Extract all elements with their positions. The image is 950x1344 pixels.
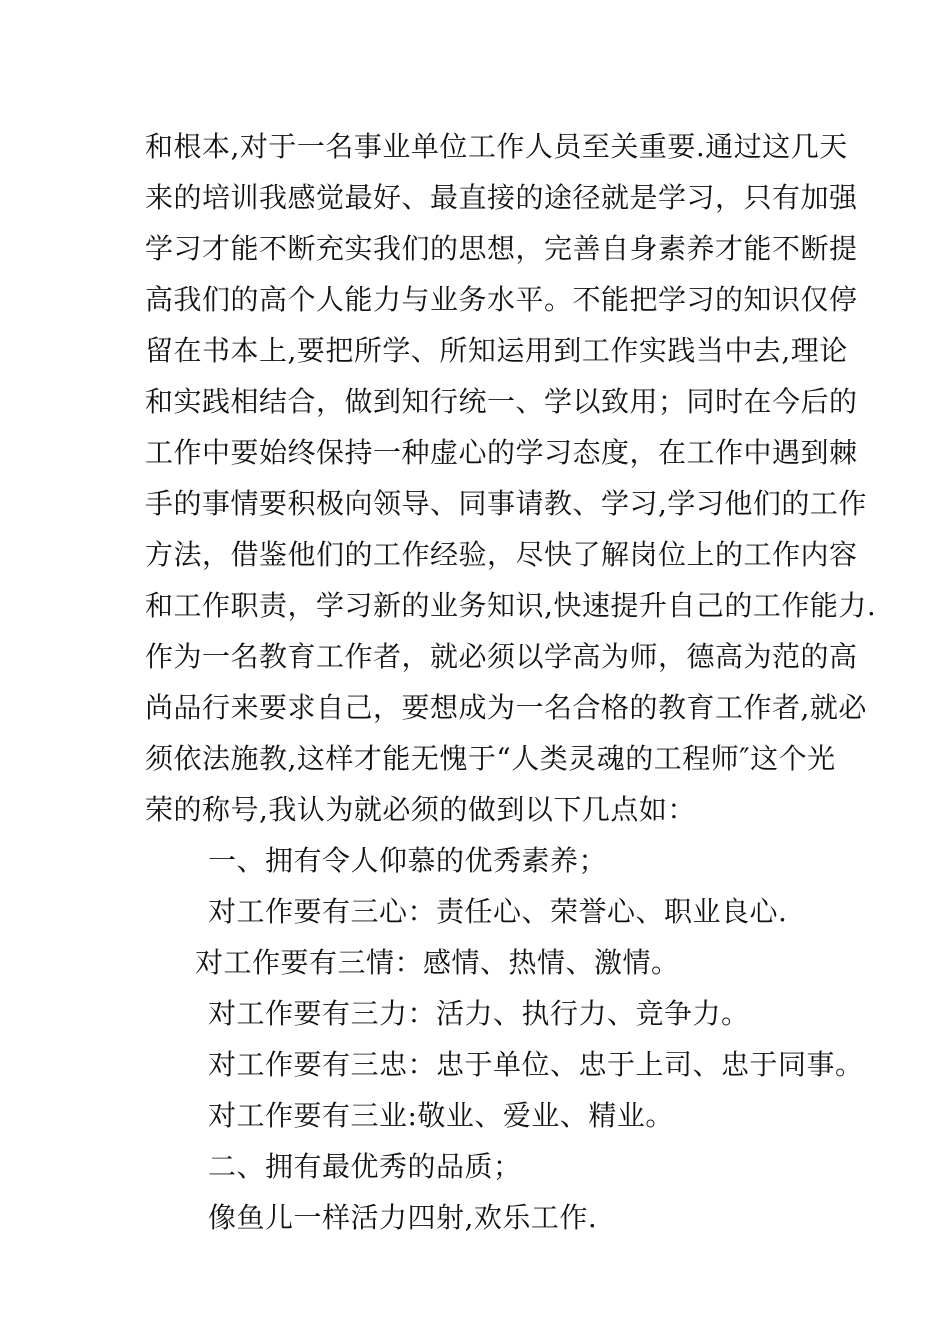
list-item: 对工作要有三业:敬业、爱业、精业。 xyxy=(208,1099,674,1132)
body-text-line: 尚品行来要求自己，要想成为一名合格的教育工作者,就必 xyxy=(145,691,867,724)
list-heading: 二、拥有最优秀的品质； xyxy=(208,1150,522,1183)
body-text-line: 和工作职责，学习新的业务知识,快速提升自己的工作能力. xyxy=(145,589,877,622)
list-heading: 一、拥有令人仰慕的优秀素养； xyxy=(208,844,608,877)
body-text-line: 留在书本上,要把所学、所知运用到工作实践当中去,理论 xyxy=(145,334,848,367)
body-text-line: 须依法施教,这样才能无愧于“人类灵魂的工程师″这个光 xyxy=(145,742,836,775)
body-text-line: 方法，借鉴他们的工作经验，尽快了解岗位上的工作内容 xyxy=(145,538,858,571)
body-text-line: 学习才能不断充实我们的思想，完善自身素养才能不断提 xyxy=(145,232,858,265)
body-text-line: 荣的称号,我认为就必须的做到以下几点如： xyxy=(145,793,696,826)
list-item: 对工作要有三力：活力、执行力、竞争力。 xyxy=(208,997,750,1030)
body-text-line: 作为一名教育工作者，就必须以学高为师，德高为范的高 xyxy=(145,640,858,673)
body-text-line: 和根本,对于一名事业单位工作人员至关重要.通过这几天 xyxy=(145,130,848,163)
list-item: 对工作要有三情：感情、热情、激情。 xyxy=(195,946,680,979)
body-text-line: 手的事情要积极向领导、同事请教、学习,学习他们的工作 xyxy=(145,487,867,520)
list-item: 像鱼儿一样活力四射,欢乐工作. xyxy=(208,1201,598,1234)
list-item: 对工作要有三心：责任心、荣誉心、职业良心. xyxy=(208,895,788,928)
list-item: 对工作要有三忠：忠于单位、忠于上司、忠于同事。 xyxy=(208,1048,864,1081)
body-text-line: 高我们的高个人能力与业务水平。不能把学习的知识仅停 xyxy=(145,283,858,316)
body-text-line: 和实践相结合，做到知行统一、学以致用；同时在今后的 xyxy=(145,385,858,418)
body-text-line: 来的培训我感觉最好、最直接的途径就是学习，只有加强 xyxy=(145,181,858,214)
body-text-line: 工作中要始终保持一种虚心的学习态度，在工作中遇到棘 xyxy=(145,436,858,469)
